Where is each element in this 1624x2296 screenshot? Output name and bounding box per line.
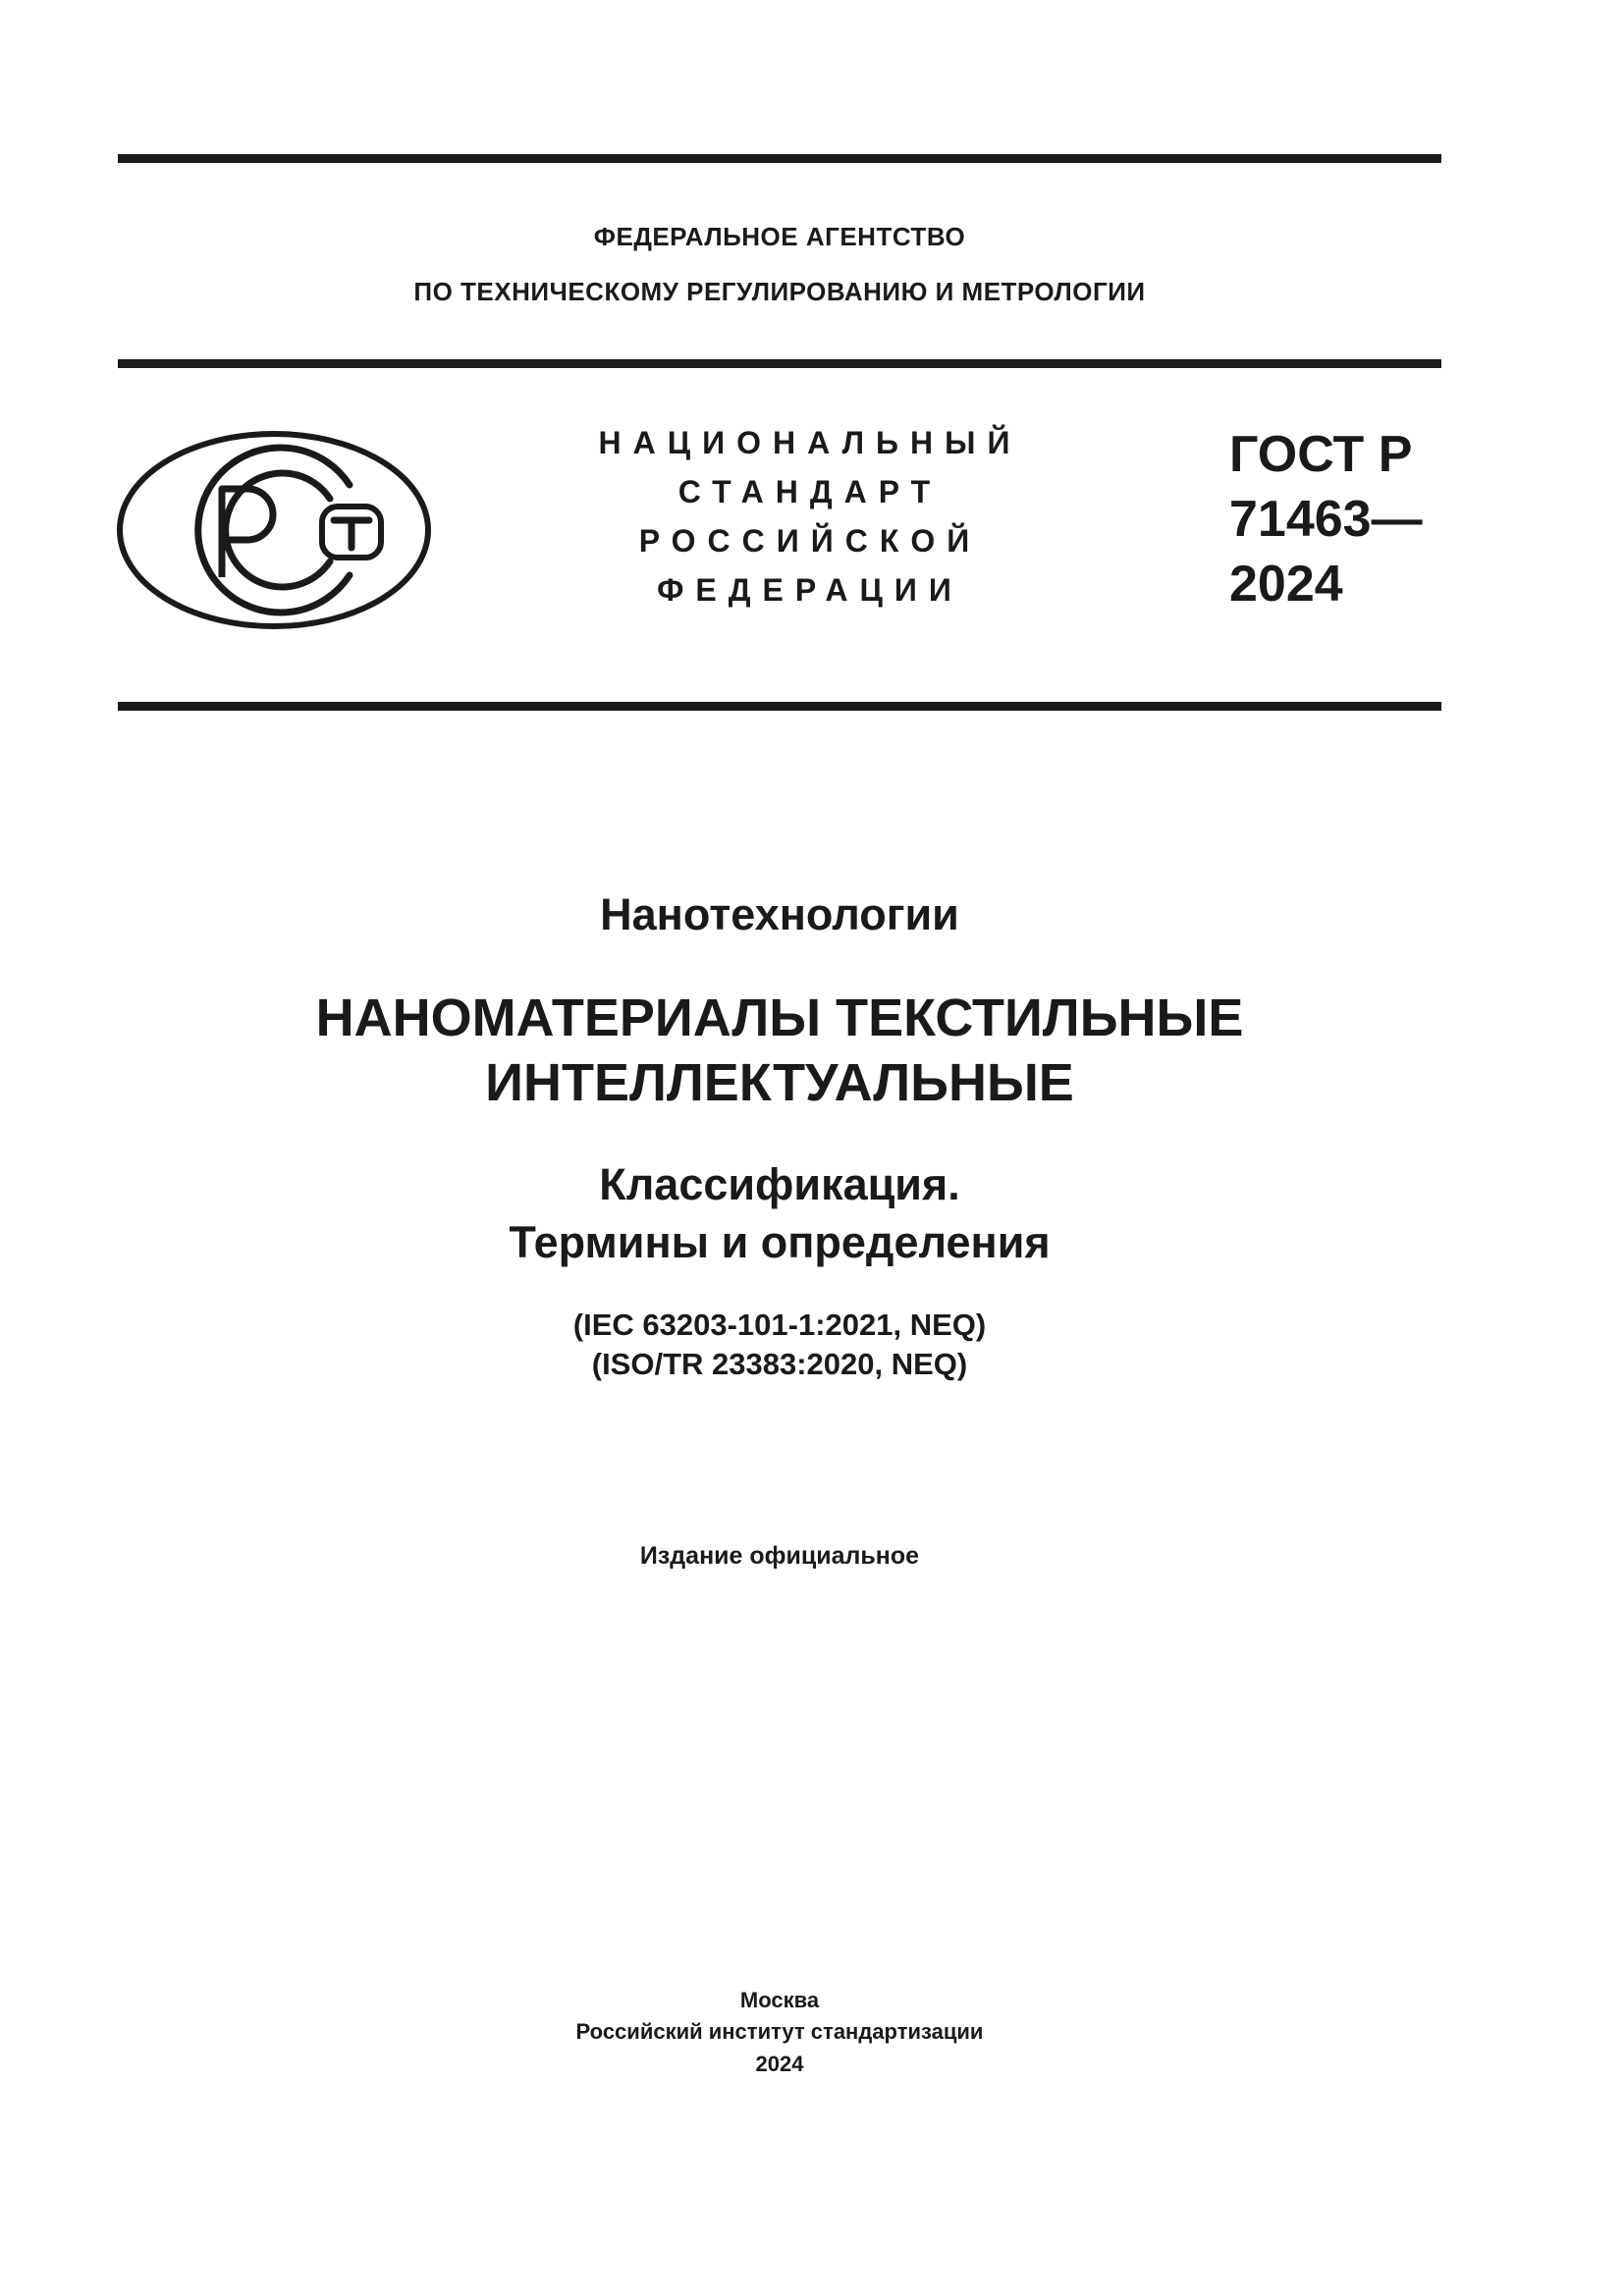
national-standard-line1: НАЦИОНАЛЬНЫЙ — [598, 425, 1022, 460]
header-rule — [118, 359, 1441, 368]
national-standard-block — [579, 425, 1041, 621]
rst-certification-mark-icon — [116, 430, 432, 630]
subtitle-line1: Классификация. — [599, 1159, 960, 1209]
subtitle-line2: Термины и определения — [509, 1217, 1051, 1267]
national-standard-line3: РОССИЙСКОЙ — [638, 523, 982, 559]
footer-city: Москва — [739, 1988, 820, 2012]
agency-name-line1: ФЕДЕРАЛЬНОЕ АГЕНТСТВО — [593, 222, 966, 251]
title-block-rule — [118, 702, 1441, 711]
main-title-line1: НАНОМАТЕРИАЛЫ ТЕКСТИЛЬНЫЕ — [315, 988, 1244, 1047]
agency-name-line2: ПО ТЕХНИЧЕСКОМУ РЕГУЛИРОВАНИЮ И МЕТРОЛОГИИ — [413, 277, 1146, 306]
national-standard-line4: ФЕДЕРАЦИИ — [657, 572, 963, 608]
footer-year: 2024 — [755, 2052, 804, 2076]
top-rule — [118, 154, 1441, 163]
reference-iso: (ISO/TR 23383:2020, NEQ) — [591, 1347, 968, 1381]
designation-line2: 71463— — [1229, 491, 1423, 548]
topic-title: Нанотехнологии — [600, 889, 959, 939]
designation-line1: ГОСТ Р — [1229, 426, 1413, 483]
edition-note: Издание официальное — [639, 1542, 920, 1570]
main-title-line2: ИНТЕЛЛЕКТУАЛЬНЫЕ — [485, 1053, 1074, 1112]
footer-publisher: Российский институт стандартизации — [575, 2019, 984, 2044]
national-standard-line2: СТАНДАРТ — [677, 474, 943, 509]
standard-designation — [1229, 422, 1423, 616]
reference-iec: (IEC 63203-101-1:2021, NEQ) — [572, 1308, 987, 1342]
designation-line3: 2024 — [1229, 556, 1343, 613]
